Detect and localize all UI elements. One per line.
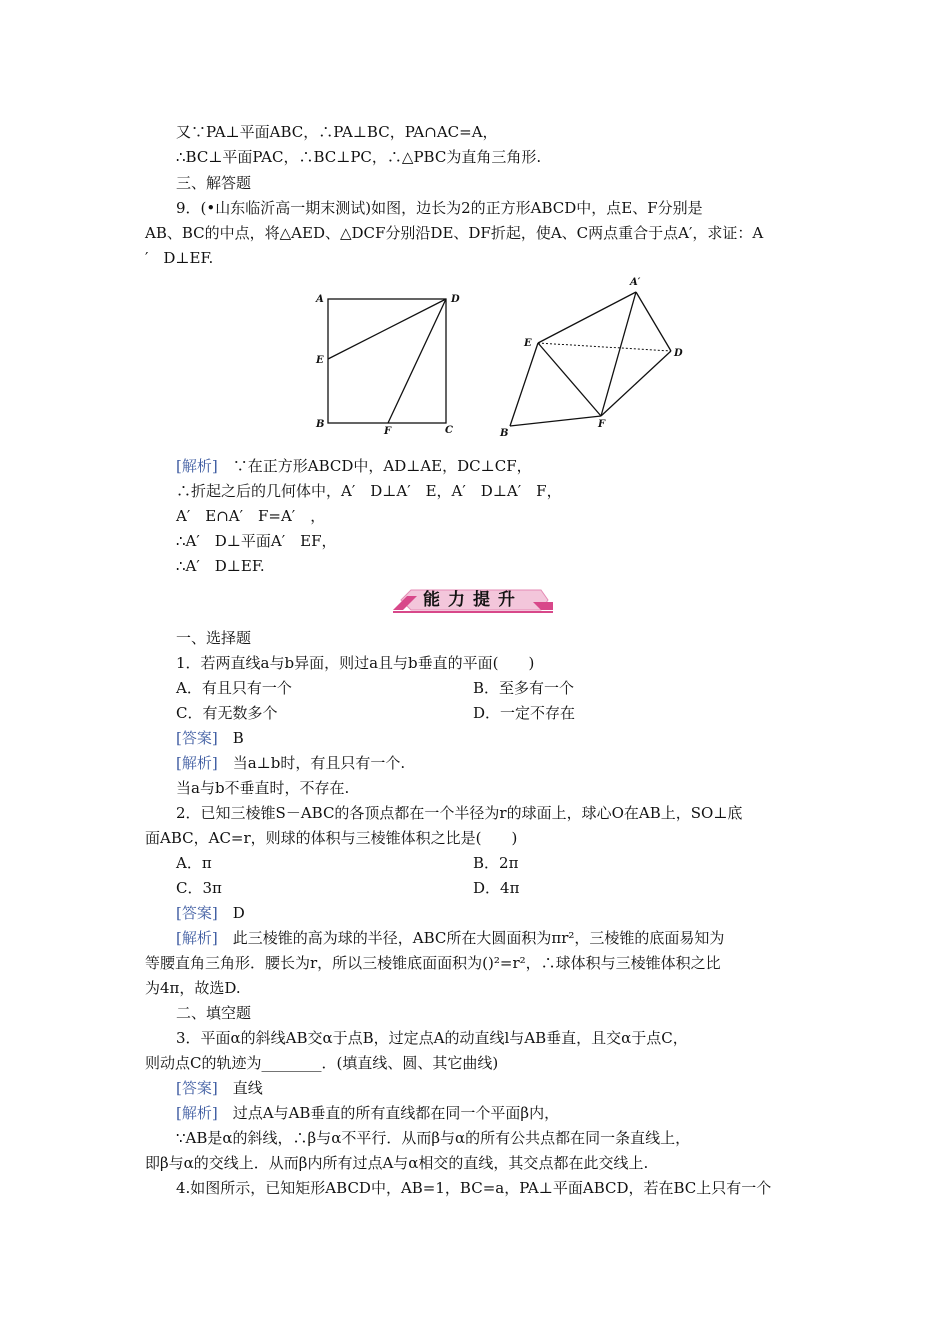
option-d: D．4π — [473, 879, 520, 897]
label-f: F — [598, 419, 606, 430]
label-e: E — [316, 355, 324, 366]
analysis-text: 此三棱锥的高为球的半径，ABC所在大圆面积为πr²，三棱锥的底面易知为 — [232, 929, 725, 947]
proof-line: ∴折起之后的几何体中，A′ D⊥A′ E，A′ D⊥A′ F， — [176, 482, 562, 500]
option-b: B．2π — [473, 854, 519, 872]
option-c: C．有无数多个 — [176, 704, 278, 722]
segment-fd — [388, 299, 446, 423]
analysis-line — [176, 928, 724, 948]
segment-eb — [510, 343, 538, 426]
proof-line — [176, 456, 532, 476]
analysis-line — [176, 1103, 559, 1123]
text-line: 又∵PA⊥平面ABC，∴PA⊥BC，PA∩AC=A， — [176, 123, 498, 141]
label-a: A — [316, 294, 324, 305]
answer-line — [176, 903, 245, 923]
section-heading: 一、选择题 — [176, 629, 252, 647]
section-banner — [393, 588, 553, 618]
analysis-text: 过点A与AB垂直的所有直线都在同一个平面β内， — [232, 1104, 560, 1122]
analysis-line: 即β与α的交线上．从而β内所有过点A与α相交的直线，其交点都在此交线上. — [145, 1154, 649, 1172]
question-1-stem: 1．若两直线a与b异面，则过a且与b垂直的平面( ) — [176, 654, 535, 672]
analysis-tag: [解析] — [176, 457, 218, 475]
option-c: C．3π — [176, 879, 222, 897]
answer-line — [176, 728, 244, 748]
option-a: A．π — [176, 854, 212, 872]
label-d: D — [451, 294, 460, 305]
answer-tag: [答案] — [176, 1079, 218, 1097]
question-4-stem: 4.如图所示，已知矩形ABCD中，AB=1，BC=a，PA⊥平面ABCD，若在BC上只有一个 — [176, 1179, 772, 1197]
geometry-figures — [300, 270, 700, 440]
square-abcd — [328, 299, 446, 423]
option-b: B．至多有一个 — [473, 679, 575, 697]
label-f: F — [384, 426, 392, 437]
analysis-tag: [解析] — [176, 929, 218, 947]
analysis-tag: [解析] — [176, 1104, 218, 1122]
segment-ef — [538, 343, 601, 416]
folded-figure — [510, 292, 671, 426]
option-d: D．一定不存在 — [473, 704, 576, 722]
option-a: A．有且只有一个 — [176, 679, 292, 697]
label-e: E — [524, 338, 532, 349]
answer-value: B — [232, 729, 244, 747]
proof-line: A′ E∩A′ F=A′ ， — [176, 507, 326, 525]
answer-value: 直线 — [232, 1079, 263, 1097]
segment-a1d — [636, 292, 671, 351]
segment-bf — [510, 416, 601, 426]
section-heading: 二、填空题 — [176, 1004, 252, 1022]
section-heading: 三、解答题 — [176, 174, 252, 192]
label-d: D — [674, 348, 683, 359]
analysis-line — [176, 753, 405, 773]
segment-ed-dashed — [538, 343, 671, 351]
question-2-stem: 2．已知三棱锥S－ABC的各顶点都在一个半径为r的球面上，球心O在AB上，SO⊥底 — [176, 804, 743, 822]
banner-title: 能力提升 — [423, 590, 523, 610]
answer-tag: [答案] — [176, 729, 218, 747]
answer-tag: [答案] — [176, 904, 218, 922]
question-3-stem: 3．平面α的斜线AB交α于点B，过定点A的动直线l与AB垂直，且交α于点C， — [176, 1029, 688, 1047]
question-9-stem: ′ D⊥EF. — [145, 249, 214, 267]
question-9-stem: AB、BC的中点，将△AED、△DCF分别沿DE、DF折起，使A、C两点重合于点A′，求证：A — [145, 224, 764, 242]
label-b: B — [316, 419, 325, 430]
answer-line — [176, 1078, 263, 1098]
answer-value: D — [232, 904, 245, 922]
proof-text: ∵在正方形ABCD中，AD⊥AE，DC⊥CF， — [232, 457, 532, 475]
label-c: C — [445, 425, 453, 436]
analysis-line: ∵AB是α的斜线，∴β与α不平行．从而β与α的所有公共点都在同一条直线上， — [176, 1129, 691, 1147]
label-a-prime: A′ — [630, 277, 641, 288]
question-9-stem: 9．(•山东临沂高一期末测试)如图，边长为2的正方形ABCD中，点E、F分别是 — [176, 199, 703, 217]
analysis-line: 等腰直角三角形．腰长为r，所以三棱锥底面面积为()²=r²，∴球体积与三棱锥体积之比 — [145, 954, 721, 972]
proof-line: ∴A′ D⊥平面A′ EF， — [176, 532, 337, 550]
analysis-line: 为4π，故选D. — [145, 979, 241, 997]
segment-fd — [601, 351, 671, 416]
square-figure — [328, 299, 446, 423]
segment-ea1 — [538, 292, 636, 343]
analysis-line: 当a与b不垂直时，不存在. — [176, 779, 350, 797]
segment-ed — [328, 299, 446, 359]
label-b: B — [500, 428, 509, 439]
segment-a1f — [601, 292, 636, 416]
analysis-text: 当a⊥b时，有且只有一个. — [232, 754, 406, 772]
question-3-stem: 则动点C的轨迹为________．(填直线、圆、其它曲线) — [145, 1054, 499, 1072]
analysis-tag: [解析] — [176, 754, 218, 772]
text-line: ∴BC⊥平面PAC，∴BC⊥PC，∴△PBC为直角三角形. — [176, 148, 542, 166]
question-2-stem: 面ABC，AC=r，则球的体积与三棱锥体积之比是( ) — [145, 829, 518, 847]
proof-line: ∴A′ D⊥EF. — [176, 557, 265, 575]
